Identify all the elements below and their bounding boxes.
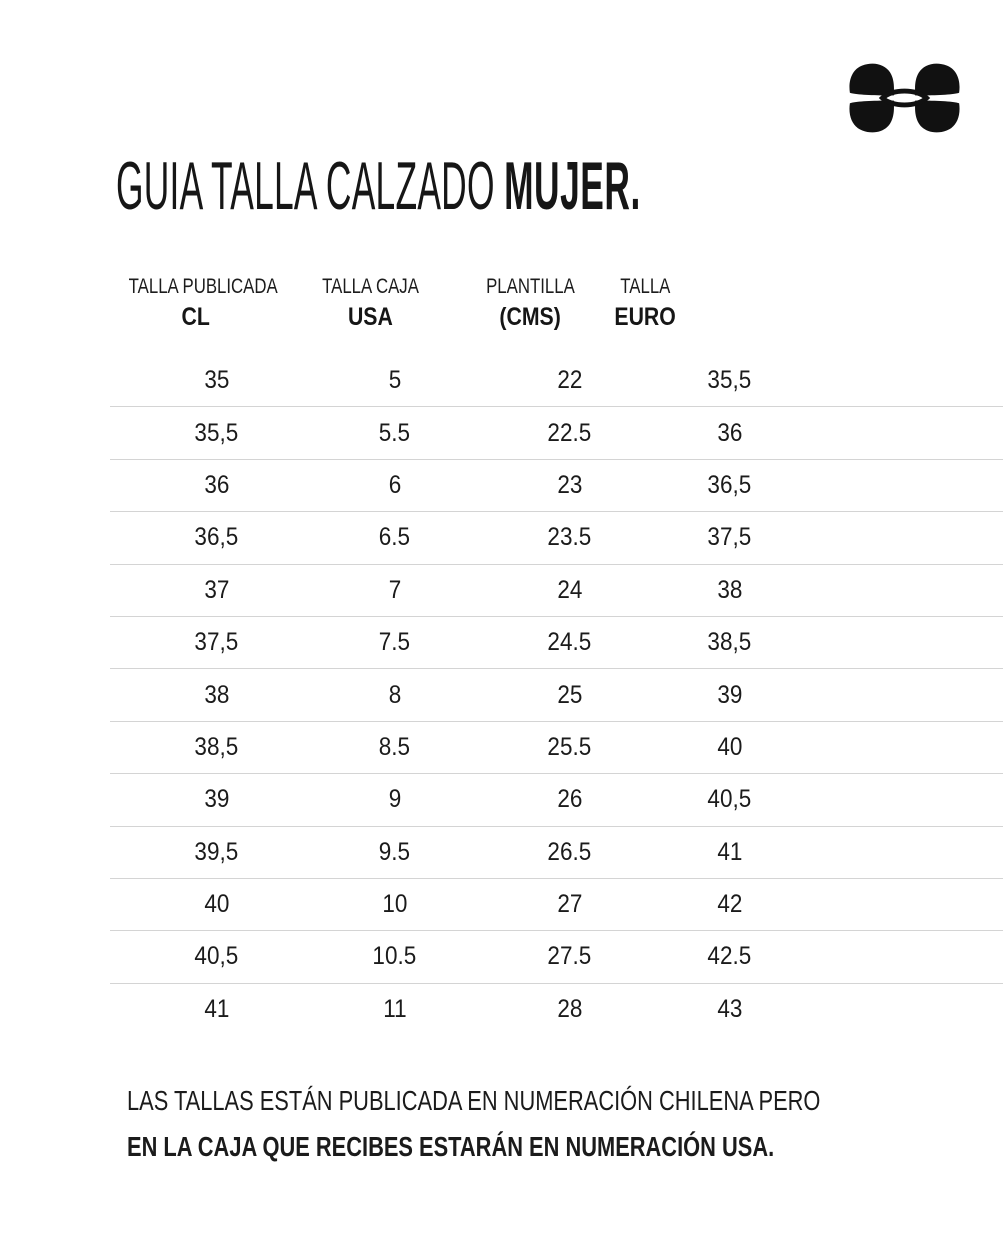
cell-plantilla-cms — [480, 523, 651, 552]
column-header-bottom — [110, 304, 281, 330]
cell-talla-euro — [651, 733, 808, 762]
cell-talla-usa — [309, 576, 480, 605]
cell-talla-euro-value: 43 — [716, 994, 743, 1023]
cell-talla-usa-value: 10.5 — [372, 942, 417, 971]
cell-talla-cl-value: 39 — [203, 785, 230, 814]
cell-talla-cl-value: 40,5 — [194, 942, 239, 971]
cell-plantilla-cms — [480, 785, 651, 814]
column-header-bottom-label: CL — [181, 303, 210, 331]
cell-talla-euro — [651, 576, 808, 605]
cell-plantilla-cms — [480, 942, 651, 971]
cell-talla-usa — [309, 733, 480, 762]
column-header-bottom-label: EURO — [614, 303, 676, 331]
cell-talla-euro-value: 42.5 — [707, 942, 752, 971]
cell-plantilla-cms-value: 27 — [556, 890, 583, 919]
table-row — [110, 984, 1003, 1035]
cell-plantilla-cms — [480, 681, 651, 710]
table-row — [110, 722, 1003, 774]
column-header-bottom — [289, 304, 452, 330]
cell-talla-cl — [110, 890, 309, 919]
cell-plantilla-cms-value: 25.5 — [547, 732, 592, 761]
cell-plantilla-cms-value: 25 — [556, 680, 583, 709]
column-header-bottom — [452, 304, 609, 330]
cell-talla-usa-value: 7 — [388, 575, 401, 604]
cell-talla-usa — [309, 523, 480, 552]
cell-talla-cl — [110, 995, 309, 1024]
column-header — [110, 276, 281, 330]
cell-talla-usa — [309, 995, 480, 1024]
cell-plantilla-cms — [480, 890, 651, 919]
column-header-top — [609, 276, 681, 298]
table-row — [110, 565, 1003, 617]
cell-talla-usa-value: 5.5 — [378, 418, 411, 447]
cell-talla-euro — [651, 471, 808, 500]
cell-talla-euro-value: 42 — [716, 890, 743, 919]
table-row — [110, 879, 1003, 931]
table-row — [110, 827, 1003, 879]
column-header-bottom-label: USA — [348, 303, 393, 331]
cell-talla-usa — [309, 890, 480, 919]
cell-plantilla-cms — [480, 838, 651, 867]
cell-plantilla-cms-value: 23.5 — [547, 523, 592, 552]
cell-plantilla-cms-value: 28 — [556, 994, 583, 1023]
table-row — [110, 407, 1003, 459]
table-row — [110, 774, 1003, 826]
footer-note-line1-text: LAS TALLAS ESTÁN PUBLICADA EN NUMERACIÓN CHILENA PERO — [127, 1085, 821, 1116]
cell-talla-cl-value: 35 — [203, 366, 230, 395]
cell-talla-cl-value: 36 — [203, 470, 230, 499]
cell-talla-cl — [110, 366, 309, 395]
cell-talla-cl-value: 36,5 — [194, 523, 239, 552]
column-header — [609, 276, 681, 330]
cell-talla-usa — [309, 838, 480, 867]
cell-talla-cl-value: 38 — [203, 680, 230, 709]
table-row — [110, 460, 1003, 512]
column-header-top — [452, 276, 609, 298]
page-title-bold: MUJER. — [504, 148, 641, 224]
cell-talla-usa-value: 7.5 — [378, 628, 411, 657]
cell-talla-usa — [309, 942, 480, 971]
cell-plantilla-cms-value: 24 — [556, 575, 583, 604]
cell-talla-cl — [110, 576, 309, 605]
footer-note — [127, 1078, 1003, 1170]
table-row — [110, 617, 1003, 669]
cell-talla-usa-value: 10 — [381, 890, 408, 919]
cell-plantilla-cms — [480, 366, 651, 395]
cell-talla-usa-value: 9.5 — [378, 837, 411, 866]
table-header-row — [110, 272, 681, 330]
cell-talla-usa-value: 6.5 — [378, 523, 411, 552]
cell-plantilla-cms — [480, 628, 651, 657]
footer-note-line1 — [127, 1078, 1003, 1124]
cell-plantilla-cms — [480, 471, 651, 500]
cell-plantilla-cms-value: 22.5 — [547, 418, 592, 447]
column-header-top-label: PLANTILLA — [486, 275, 575, 298]
cell-talla-cl — [110, 785, 309, 814]
cell-talla-usa — [309, 366, 480, 395]
cell-plantilla-cms-value: 26.5 — [547, 837, 592, 866]
cell-talla-cl — [110, 838, 309, 867]
column-header-top — [289, 276, 452, 298]
column-header — [452, 276, 609, 330]
cell-plantilla-cms-value: 27.5 — [547, 942, 592, 971]
cell-talla-usa-value: 9 — [388, 785, 401, 814]
cell-talla-cl — [110, 419, 309, 448]
cell-talla-cl — [110, 471, 309, 500]
cell-plantilla-cms — [480, 995, 651, 1024]
page-title — [116, 148, 641, 224]
cell-talla-euro-value: 39 — [716, 680, 743, 709]
cell-talla-euro — [651, 995, 808, 1024]
cell-talla-cl-value: 38,5 — [194, 732, 239, 761]
cell-talla-euro — [651, 942, 808, 971]
cell-talla-usa — [309, 471, 480, 500]
cell-talla-cl-value: 35,5 — [194, 418, 239, 447]
cell-plantilla-cms-value: 24.5 — [547, 628, 592, 657]
column-header-bottom-label: (CMS) — [499, 303, 562, 331]
cell-talla-cl-value: 39,5 — [194, 837, 239, 866]
cell-plantilla-cms-value: 26 — [556, 785, 583, 814]
cell-talla-cl-value: 41 — [203, 994, 230, 1023]
cell-plantilla-cms — [480, 419, 651, 448]
cell-talla-euro-value: 38,5 — [707, 628, 752, 657]
cell-talla-usa — [309, 628, 480, 657]
cell-talla-cl — [110, 523, 309, 552]
cell-plantilla-cms — [480, 733, 651, 762]
cell-talla-euro — [651, 785, 808, 814]
cell-talla-euro-value: 40 — [716, 732, 743, 761]
table-row — [110, 669, 1003, 721]
column-header-top-label: TALLA — [620, 275, 671, 298]
cell-talla-euro — [651, 628, 808, 657]
under-armour-logo-icon — [847, 62, 962, 134]
column-header-top-label: TALLA PUBLICADA — [128, 275, 278, 298]
column-header-top — [110, 276, 281, 298]
cell-talla-cl — [110, 681, 309, 710]
cell-talla-euro — [651, 838, 808, 867]
cell-talla-cl-value: 37,5 — [194, 628, 239, 657]
cell-talla-cl — [110, 942, 309, 971]
cell-talla-cl — [110, 733, 309, 762]
cell-talla-usa-value: 8.5 — [378, 732, 411, 761]
cell-talla-euro — [651, 419, 808, 448]
cell-plantilla-cms — [480, 576, 651, 605]
cell-talla-euro — [651, 681, 808, 710]
cell-talla-usa — [309, 785, 480, 814]
cell-talla-usa-value: 8 — [388, 680, 401, 709]
cell-talla-usa — [309, 681, 480, 710]
cell-talla-euro-value: 36,5 — [707, 470, 752, 499]
table-row — [110, 355, 1003, 407]
cell-plantilla-cms-value: 22 — [556, 366, 583, 395]
footer-note-line2 — [127, 1124, 1003, 1170]
size-table — [110, 355, 1003, 1035]
cell-talla-euro-value: 37,5 — [707, 523, 752, 552]
cell-talla-usa — [309, 419, 480, 448]
page-title-regular: GUIA TALLA CALZADO — [116, 148, 495, 224]
footer-note-line2-text: EN LA CAJA QUE RECIBES ESTARÁN EN NUMERACIÓN USA. — [127, 1131, 775, 1162]
cell-talla-euro-value: 36 — [716, 418, 743, 447]
cell-talla-usa-value: 5 — [388, 366, 401, 395]
cell-talla-euro-value: 38 — [716, 575, 743, 604]
column-header-bottom — [609, 304, 681, 330]
cell-talla-cl-value: 37 — [203, 575, 230, 604]
column-header-top-label: TALLA CAJA — [322, 275, 419, 298]
column-header — [281, 276, 452, 330]
cell-talla-euro — [651, 366, 808, 395]
cell-talla-euro-value: 40,5 — [707, 785, 752, 814]
cell-talla-usa-value: 11 — [382, 994, 407, 1023]
table-row — [110, 512, 1003, 564]
cell-talla-euro — [651, 890, 808, 919]
table-row — [110, 931, 1003, 983]
cell-talla-euro-value: 35,5 — [707, 366, 752, 395]
cell-talla-cl-value: 40 — [203, 890, 230, 919]
cell-talla-euro-value: 41 — [716, 837, 743, 866]
cell-talla-cl — [110, 628, 309, 657]
cell-talla-usa-value: 6 — [388, 470, 401, 499]
cell-plantilla-cms-value: 23 — [556, 470, 583, 499]
cell-talla-euro — [651, 523, 808, 552]
